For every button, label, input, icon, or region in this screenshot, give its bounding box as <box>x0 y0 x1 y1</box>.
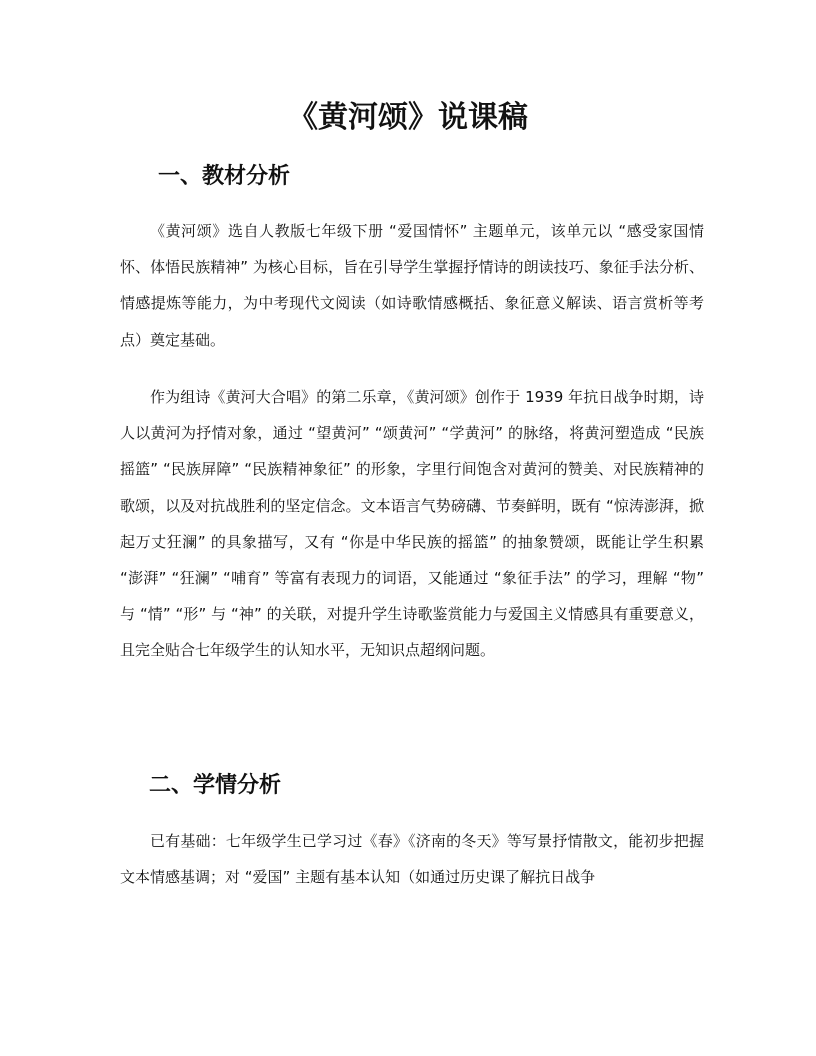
paragraph-textbook-intro: 《黄河颂》选自人教版七年级下册 “爱国情怀” 主题单元，该单元以 “感受家国情怀、体悟民族精神” 为核心目标，旨在引导学生掌握抒情诗的朗读技巧、象征手法分析、情感提炼等能力，为中考现代文阅读（如诗歌情感概括、象征意义解读、语言赏析等考点）奠定基础。 <box>120 222 704 349</box>
paragraph-textbook-content: 作为组诗《黄河大合唱》的第二乐章，《黄河颂》创作于 1939 年抗日战争时期，诗人以黄河为抒情对象，通过 “望黄河” “颂黄河” “学黄河” 的脉络，将黄河塑造成 “民族摇篮” “民族屏障” “民族精神象征” 的形象，字里行间饱含对黄河的赞美、对民族精神的歌颂，以及对抗战胜利的坚定信念。文本语言气势磅礴、节奏鲜明，既有 “惊涛澎湃，掀起万丈狂澜” 的具象描写，又有 “你是中华民族的摇篮” 的抽象赞颂，既能让学生积累 “澎湃” “狂澜” “哺育” 等富有表现力的词语，又能通过 “象征手法” 的学习，理解 “物” 与 “情” “形” 与 “神” 的关联，对提升学生诗歌鉴赏能力与爱国主义情感具有重要意义，且完全贴合七年级学生的认知水平，无知识点超纲问题。 <box>120 388 704 660</box>
document-title: 《黄河颂》说课稿 <box>288 100 528 135</box>
section-heading-student-analysis: 二、学情分析 <box>149 773 282 798</box>
paragraph-student-basis: 已有基础：七年级学生已学习过《春》《济南的冬天》等写景抒情散文，能初步把握文本情感基调；对 “爱国” 主题有基本认知（如通过历史课了解抗日战争 <box>120 832 704 887</box>
section-heading-textbook-analysis: 一、教材分析 <box>158 164 291 189</box>
